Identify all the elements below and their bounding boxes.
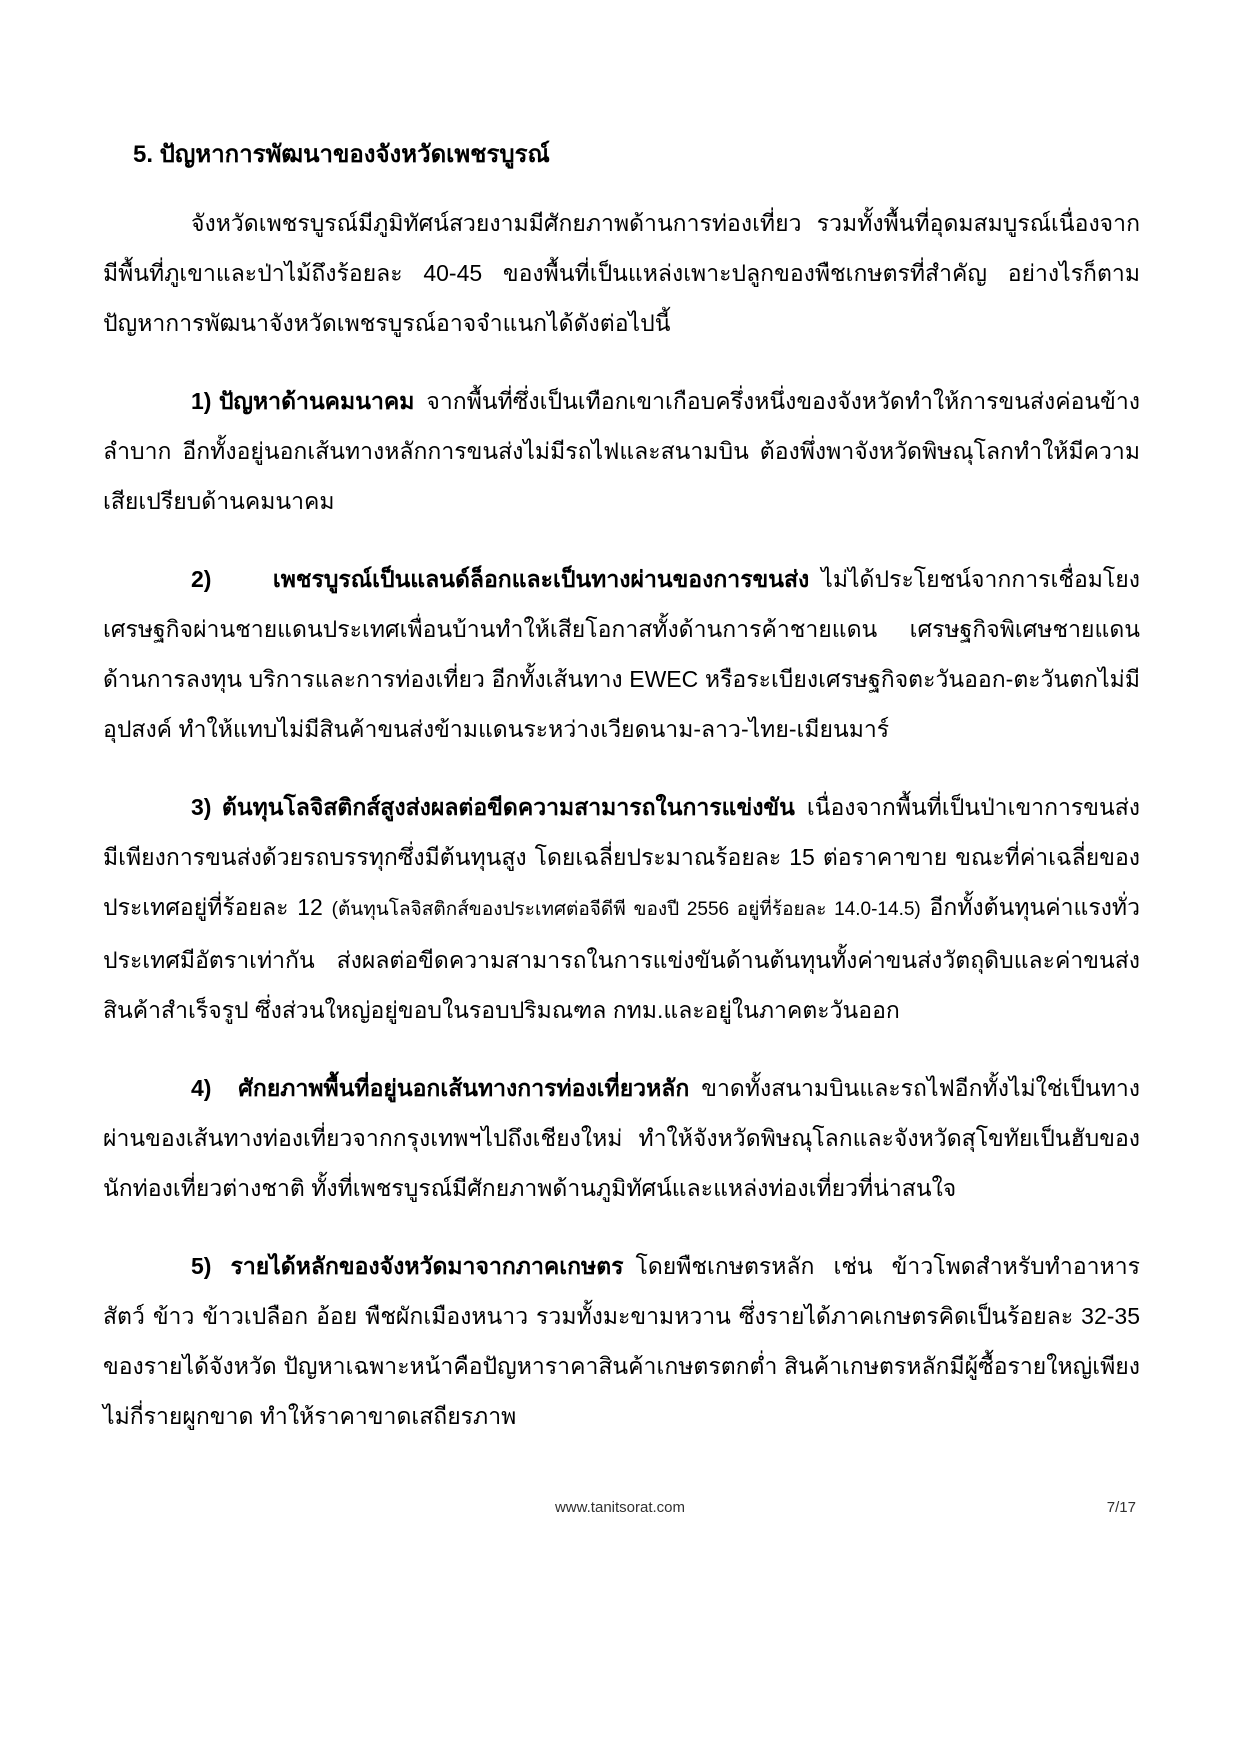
section-3-paragraph: [103, 782, 1140, 1035]
page-title: 5. ปัญหาการพัฒนาของจังหวัดเพชรบูรณ์: [133, 141, 550, 168]
section-3-body-after: อีกทั้งต้นทุนค่าแรงทั่วประเทศมีอัตราเท่ากัน ส่งผลต่อขีดความสามารถในการแข่งขันด้านต้นทุนทั้งค่าขนส่งวัตถุดิบและค่าขนส่งสินค้าสำเร็จรูป ซึ่งส่วนใหญ่อยู่ขอบในรอบปริมณฑล กทม.และอยู่ในภาคตะวันออก: [103, 894, 1140, 1023]
section-1-heading: 1) ปัญหาด้านคมนาคม: [191, 388, 415, 414]
section-3-body: เนื่องจากพื้นที่เป็นป่าเขาการขนส่งมีเพียงการขนส่งด้วยรถบรรทุกซึ่งมีต้นทุนสูง โดยเฉลี่ยประมาณร้อยละ 15 ต่อราคาขาย ขณะที่ค่าเฉลี่ยของประเทศอยู่ที่ร้อยละ 12: [103, 794, 1140, 920]
intro-paragraph: [103, 198, 1140, 348]
section-4-body: ขาดทั้งสนามบินและรถไฟอีกทั้งไม่ใช่เป็นทางผ่านของเส้นทางท่องเที่ยวจากกรุงเทพฯไปถึงเชียงใหม่ ทำให้จังหวัดพิษณุโลกและจังหวัดสุโขทัยเป็นฮับของนักท่องเที่ยวต่างชาติ ทั้งที่เพชรบูรณ์มีศักยภาพด้านภูมิทัศน์และแหล่งท่องเที่ยวที่น่าสนใจ: [103, 1075, 1140, 1201]
section-4-paragraph: [103, 1063, 1140, 1213]
section-5-heading: 5) รายได้หลักของจังหวัดมาจากภาคเกษตร: [191, 1253, 624, 1279]
section-2-paragraph: [103, 554, 1140, 754]
section-2-body: ไม่ได้ประโยชน์จากการเชื่อมโยงเศรษฐกิจผ่านชายแดนประเทศเพื่อนบ้านทำให้เสียโอกาสทั้งด้านการค้าชายแดน เศรษฐกิจพิเศษชายแดนด้านการลงทุน บริการและการท่องเที่ยว อีกทั้งเส้นทาง EWEC หรือระเบียงเศรษฐกิจตะวันออก-ตะวันตกไม่มีอุปสงค์ ทำให้แทบไม่มีสินค้าขนส่งข้ามแดนระหว่างเวียดนาม-ลาว-ไทย-เมียนมาร์: [103, 566, 1140, 742]
footer-website-url: www.tanitsorat.com: [554, 1499, 686, 1516]
page-footer: [0, 1496, 1240, 1520]
section-5-body: โดยพืชเกษตรหลัก เช่น ข้าวโพดสำหรับทำอาหารสัตว์ ข้าว ข้าวเปลือก อ้อย พืชผักเมืองหนาว รวมทั้งมะขามหวาน ซึ่งรายได้ภาคเกษตรคิดเป็นร้อยละ 32-35 ของรายได้จังหวัด ปัญหาเฉพาะหน้าคือปัญหาราคาสินค้าเกษตรตกต่ำ สินค้าเกษตรหลักมีผู้ซื้อรายใหญ่เพียงไม่กี่รายผูกขาด ทำให้ราคาขาดเสถียรภาพ: [103, 1253, 1140, 1429]
section-5-paragraph: [103, 1241, 1140, 1441]
intro-text: จังหวัดเพชรบูรณ์มีภูมิทัศน์สวยงามมีศักยภาพด้านการท่องเที่ยว รวมทั้งพื้นที่อุดมสมบูรณ์เนื่องจากมีพื้นที่ภูเขาและป่าไม้ถึงร้อยละ 40-45 ของพื้นที่เป็นแหล่งเพาะปลูกของพืชเกษตรที่สำคัญ อย่างไรก็ตามปัญหาการพัฒนาจังหวัดเพชรบูรณ์อาจจำแนกได้ดังต่อไปนี้: [103, 210, 1140, 336]
section-4-heading: 4) ศักยภาพพื้นที่อยู่นอกเส้นทางการท่องเที่ยวหลัก: [191, 1075, 690, 1101]
footer-page-number: 7/17: [1106, 1499, 1136, 1516]
section-1-body: จากพื้นที่ซึ่งเป็นเทือกเขาเกือบครึ่งหนึ่งของจังหวัดทำให้การขนส่งค่อนข้างลำบาก อีกทั้งอยู่นอกเส้นทางหลักการขนส่งไม่มีรถไฟและสนามบิน ต้องพึ่งพาจังหวัดพิษณุโลกทำให้มีความเสียเปรียบด้านคมนาคม: [103, 388, 1140, 514]
section-2-heading: 2) เพชรบูรณ์เป็นแลนด์ล็อกและเป็นทางผ่านของการขนส่ง: [191, 566, 810, 592]
section-3-parenthetical-note: (ต้นทุนโลจิสติกส์ของประเทศต่อจีดีพี ของปี 2556 อยู่ที่ร้อยละ 14.0-14.5): [331, 899, 921, 920]
section-3-heading: 3) ต้นทุนโลจิสติกส์สูงส่งผลต่อขีดความสามารถในการแข่งขัน: [191, 794, 795, 820]
section-1-paragraph: [103, 376, 1140, 526]
